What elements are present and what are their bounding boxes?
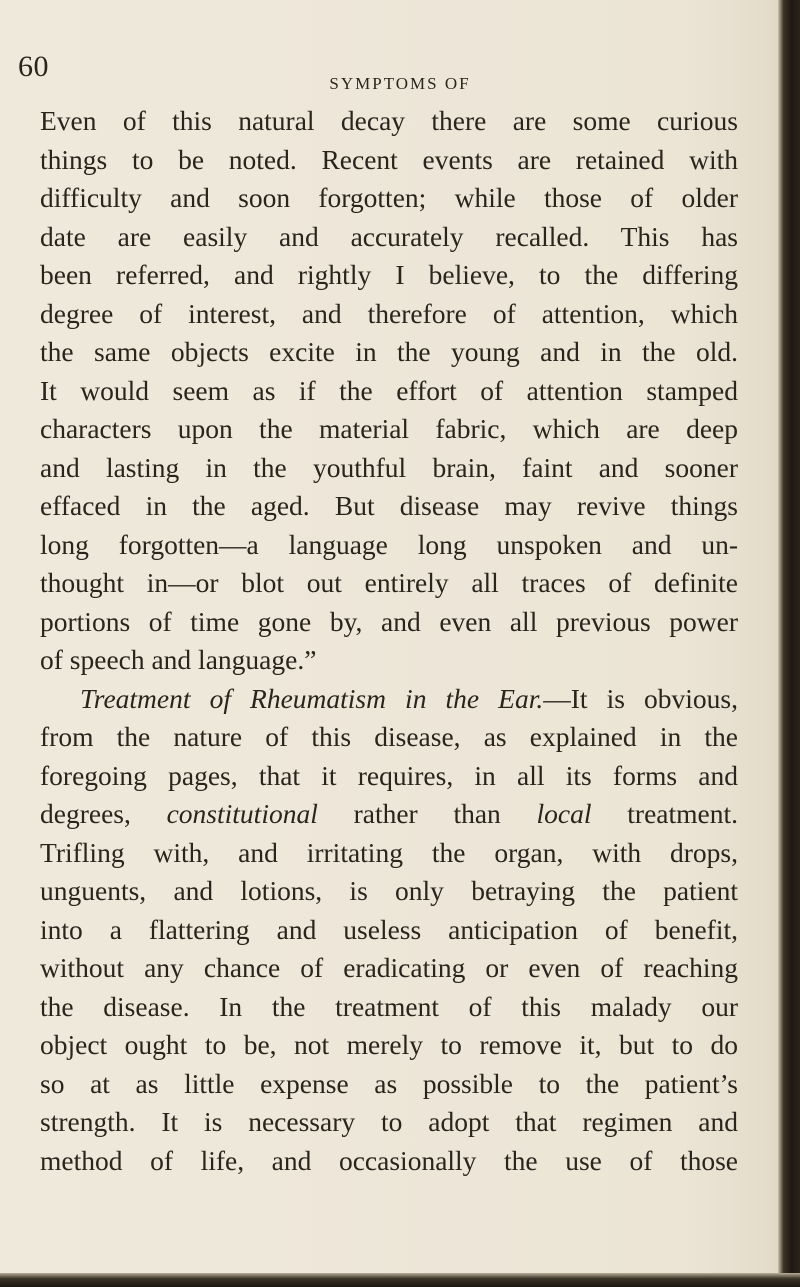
text-line: unguents, and lotions, is only betraying the patient	[40, 875, 738, 906]
text-line-with-italics	[40, 795, 738, 834]
text-line: degree of interest, and therefore of attention, which	[40, 297, 738, 329]
text-line: Even of this natural decay there are some curious	[40, 105, 738, 136]
text-line: object ought to be, not merely to remove it, but to do	[40, 1029, 738, 1060]
text-line: foregoing pages, that it requires, in all its forms and	[40, 759, 738, 791]
text-line: so at as little expense as possible to the patient’s	[40, 1067, 738, 1099]
text-line: things to be noted. Recent events are retained with	[40, 143, 738, 175]
text-line: long forgotten—a language long unspoken and un-	[40, 528, 738, 560]
text-span: rather than	[317, 798, 537, 829]
text-line: portions of time gone by, and even all previous power	[40, 605, 738, 637]
text-span: degrees,	[40, 798, 167, 829]
text-line: from the nature of this disease, as explained in the	[40, 721, 738, 752]
page-bottom-edge	[0, 1273, 800, 1287]
text-line: characters upon the material fabric, which are deep	[40, 413, 738, 444]
italic-text: local	[536, 798, 592, 829]
text-line: strength. It is necessary to adopt that regimen and	[40, 1106, 738, 1137]
section-heading: Treatment of Rheumatism in the Ear.	[80, 682, 544, 714]
text-line: without any chance of eradicating or even of reaching	[40, 952, 738, 983]
italic-text: constitutional	[166, 798, 318, 829]
text-line: into a flattering and useless anticipation of benefit,	[40, 913, 738, 945]
text-line: the disease. In the treatment of this malady our	[40, 990, 738, 1022]
text-line: of speech and language.”	[40, 644, 317, 675]
text-line: effaced in the aged. But disease may revive things	[40, 490, 738, 521]
section-heading-line	[40, 680, 738, 719]
text-line: the same objects excite in the young and in the old.	[40, 336, 738, 367]
text-line: difficulty and soon forgotten; while those of older	[40, 182, 738, 213]
body-text	[40, 102, 738, 1180]
text-line: and lasting in the youthful brain, faint and sooner	[40, 451, 738, 483]
text-line: method of life, and occasionally the use of those	[40, 1144, 738, 1176]
text-line: It would seem as if the effort of attention stamped	[40, 374, 738, 406]
book-spine-shadow	[778, 0, 800, 1287]
running-head: SYMPTOMS OF	[329, 74, 471, 93]
page-number: 60	[18, 50, 49, 83]
text-line: date are easily and accurately recalled. This has	[40, 220, 738, 252]
text-line: thought in—or blot out entirely all traces of definite	[40, 567, 738, 598]
text-line: been referred, and rightly I believe, to the differing	[40, 259, 738, 290]
text-line: Trifling with, and irritating the organ, with drops,	[40, 836, 738, 868]
text-span: —It is obvious,	[543, 682, 739, 714]
text-span: treatment.	[591, 798, 738, 829]
